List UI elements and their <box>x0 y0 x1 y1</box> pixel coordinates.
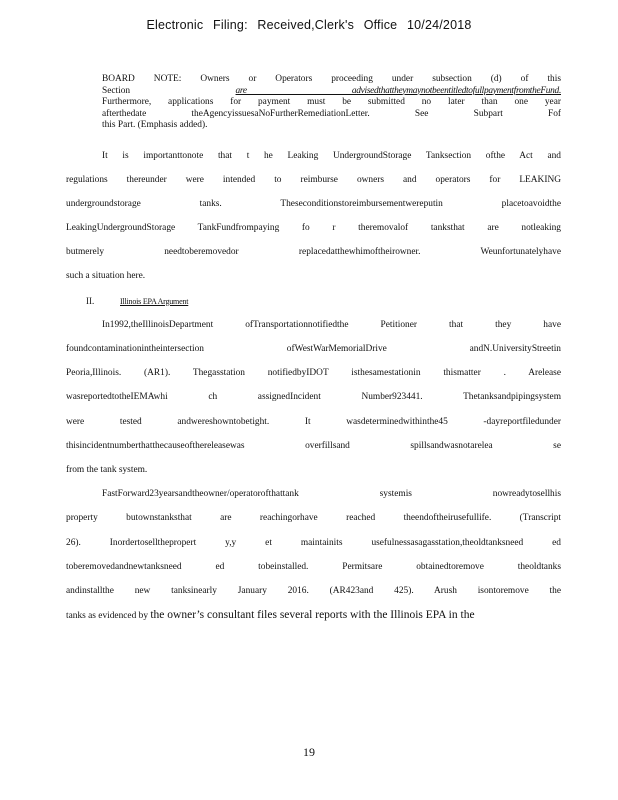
paragraph-line <box>66 603 561 627</box>
board-note <box>102 74 561 132</box>
section-heading <box>66 289 561 313</box>
paragraph-line: 26). Inordertosellthepropert y,y et maintainits usefulnessasagasstation,theoldtanksneed ed <box>66 537 561 548</box>
section-title: Illinois EPA Argument <box>120 296 189 306</box>
board-note-line: this Part. (Emphasis added). <box>102 120 208 130</box>
board-note-line: BOARD NOTE: Owners or Operators proceeding under subsection (d) of this <box>102 74 561 84</box>
paragraph-line-start: tanks as evidenced by <box>66 611 149 622</box>
paragraph-line: were tested andwereshowntobetight. It wasdeterminedwithinthe45 -dayreportfiledunder <box>66 416 561 427</box>
board-note-line: afterthedate theAgencyissuesaNoFurtherRemediationLetter. See Subpart Fof <box>102 108 561 119</box>
section-number: II. <box>86 295 95 306</box>
paragraph-line: butmerely needtoberemovedor replacedatthewhimoftheirowner. Weunfortunatelyhave <box>66 247 561 258</box>
paragraph-line: foundcontaminationintheintersection ofWestWarMemorialDrive andN.UniversityStreetin <box>66 344 561 354</box>
paragraph-line: toberemovedandnewtanksneed ed tobeinstalled. Permitsare obtainedtoremove theoldtanks <box>66 561 561 572</box>
paragraph-fast-forward <box>66 482 561 627</box>
document-body <box>66 74 561 627</box>
board-note-underlined-text: are advisedthattheymaynotbeentitledtofullpaymentfromtheFund. <box>235 85 561 96</box>
paragraph-line: Peoria,Illinois. (AR1). Thegasstation notifiedbyIDOT isthesamestationin thismatter . Arelease <box>66 368 561 379</box>
paragraph-line: undergroundstorage tanks. Theseconditionstoreimbursementwereputin placetoavoidthe <box>66 198 561 209</box>
paragraph-line: from the tank system. <box>66 464 148 475</box>
paragraph-line: regulations thereunder were intended to reimburse owners and operators for LEAKING <box>66 174 561 185</box>
paragraph-line: It is importanttonote that t he Leaking UndergroundStorage Tanksection ofthe Act and <box>102 150 561 161</box>
board-note-line: Furthermore, applications for payment must be submitted no later than one year <box>102 97 561 107</box>
paragraph-idot-history <box>66 313 561 482</box>
board-note-section-word: Section <box>102 85 131 96</box>
filing-header: Electronic Filing: Received,Clerk's Office 10/24/2018 <box>146 18 472 32</box>
paragraph-line: andinstallthe new tanksinearly January 2016. (AR423and 425). Arush isontoremove the <box>66 585 561 596</box>
page-number: 19 <box>303 745 315 759</box>
paragraph-line: LeakingUndergroundStorage TankFundfrompaying fo r theremovalof tanksthat are notleaking <box>66 223 561 234</box>
paragraph-line: such a situation here. <box>66 271 146 282</box>
paragraph-line: wasreportedtotheIEMAwhi ch assignedIncident Number923441. Thetanksandpipingsystem <box>66 392 561 403</box>
paragraph-line: thisincidentnumberthatthecauseofthereleasewas overfillsand spillsandwasnotarelea se <box>66 440 561 451</box>
paragraph-leaking-tank <box>66 144 561 289</box>
paragraph-line: FastForward23yearsandtheowner/operatorofthattank systemis nowreadytosellhis <box>102 489 561 500</box>
paragraph-line-continuation: the owner’s consultant files several reports with the Illinois EPA in the <box>150 609 475 622</box>
board-note-line <box>102 86 561 98</box>
paragraph-line: property butownstanksthat are reachingorhave reached theendoftheirusefullife. (Transcript <box>66 513 561 524</box>
paragraph-line: In1992,theIllinoisDepartment ofTransportationnotifiedthe Petitioner that they have <box>102 319 561 330</box>
